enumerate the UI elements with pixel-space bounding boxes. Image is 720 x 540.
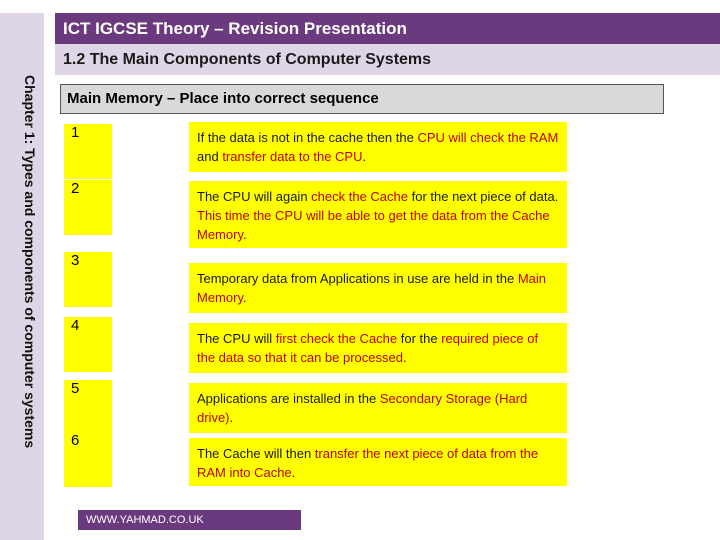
statement-highlight-text: required piece of the data so that it can be processed	[197, 331, 539, 365]
statement-text: .	[362, 149, 367, 164]
chapter-sidebar	[0, 13, 44, 540]
sequence-number-1: 1	[64, 124, 112, 179]
statement-text: .	[242, 227, 247, 242]
task-heading: Main Memory – Place into correct sequence	[60, 84, 664, 114]
statement-text: The CPU will	[197, 331, 276, 346]
statement-text: .	[229, 410, 234, 425]
footer-website-link[interactable]: WWW.YAHMAD.CO.UK	[78, 510, 301, 530]
sequence-number-4: 4	[64, 317, 112, 372]
section-subtitle: 1.2 The Main Components of Computer Systems	[55, 44, 720, 75]
statement-text: Temporary data from Applications in use are held in the	[197, 271, 518, 286]
statement-text: If the data is not in the cache then the	[197, 130, 418, 145]
statement-text: The Cache will then	[197, 446, 315, 461]
statement-card[interactable]	[189, 263, 567, 313]
statement-highlight-text: Main Memory	[197, 271, 547, 305]
statement-text: .	[291, 465, 296, 480]
statement-highlight-text: transfer data to the CPU	[222, 149, 363, 164]
statement-highlight-text: CPU will check the RAM	[417, 130, 559, 145]
chapter-label: Chapter 1: Types and components of computer systems	[22, 75, 38, 449]
sequence-number-6: 6	[64, 432, 112, 487]
presentation-title: ICT IGCSE Theory – Revision Presentation	[55, 13, 720, 44]
statement-text: and	[197, 149, 223, 164]
sequence-number-2: 2	[64, 180, 112, 235]
statement-highlight-text: check the Cache	[311, 189, 408, 204]
statement-highlight-text: first check the Cache	[275, 331, 398, 346]
statement-highlight-text: transfer the next piece of data from the RAM into Cache	[197, 446, 539, 480]
statement-text: for the next piece of data.	[408, 189, 559, 204]
statement-text: Applications are installed in the	[197, 391, 380, 406]
statement-card[interactable]	[189, 438, 567, 486]
statement-card[interactable]	[189, 181, 567, 248]
statement-card[interactable]	[189, 383, 567, 433]
statement-card[interactable]	[189, 122, 567, 172]
statement-text: for the	[397, 331, 442, 346]
sequence-number-3: 3	[64, 252, 112, 307]
sequence-number-5: 5	[64, 380, 112, 435]
statement-card[interactable]	[189, 323, 567, 373]
statement-text: The CPU will again	[197, 189, 312, 204]
statement-highlight-text: This time the CPU will be able to get the data from the Cache Memory	[197, 208, 550, 242]
statement-text: .	[242, 290, 247, 305]
statement-text: .	[402, 350, 407, 365]
statement-highlight-text: Secondary Storage (Hard drive)	[197, 391, 528, 425]
